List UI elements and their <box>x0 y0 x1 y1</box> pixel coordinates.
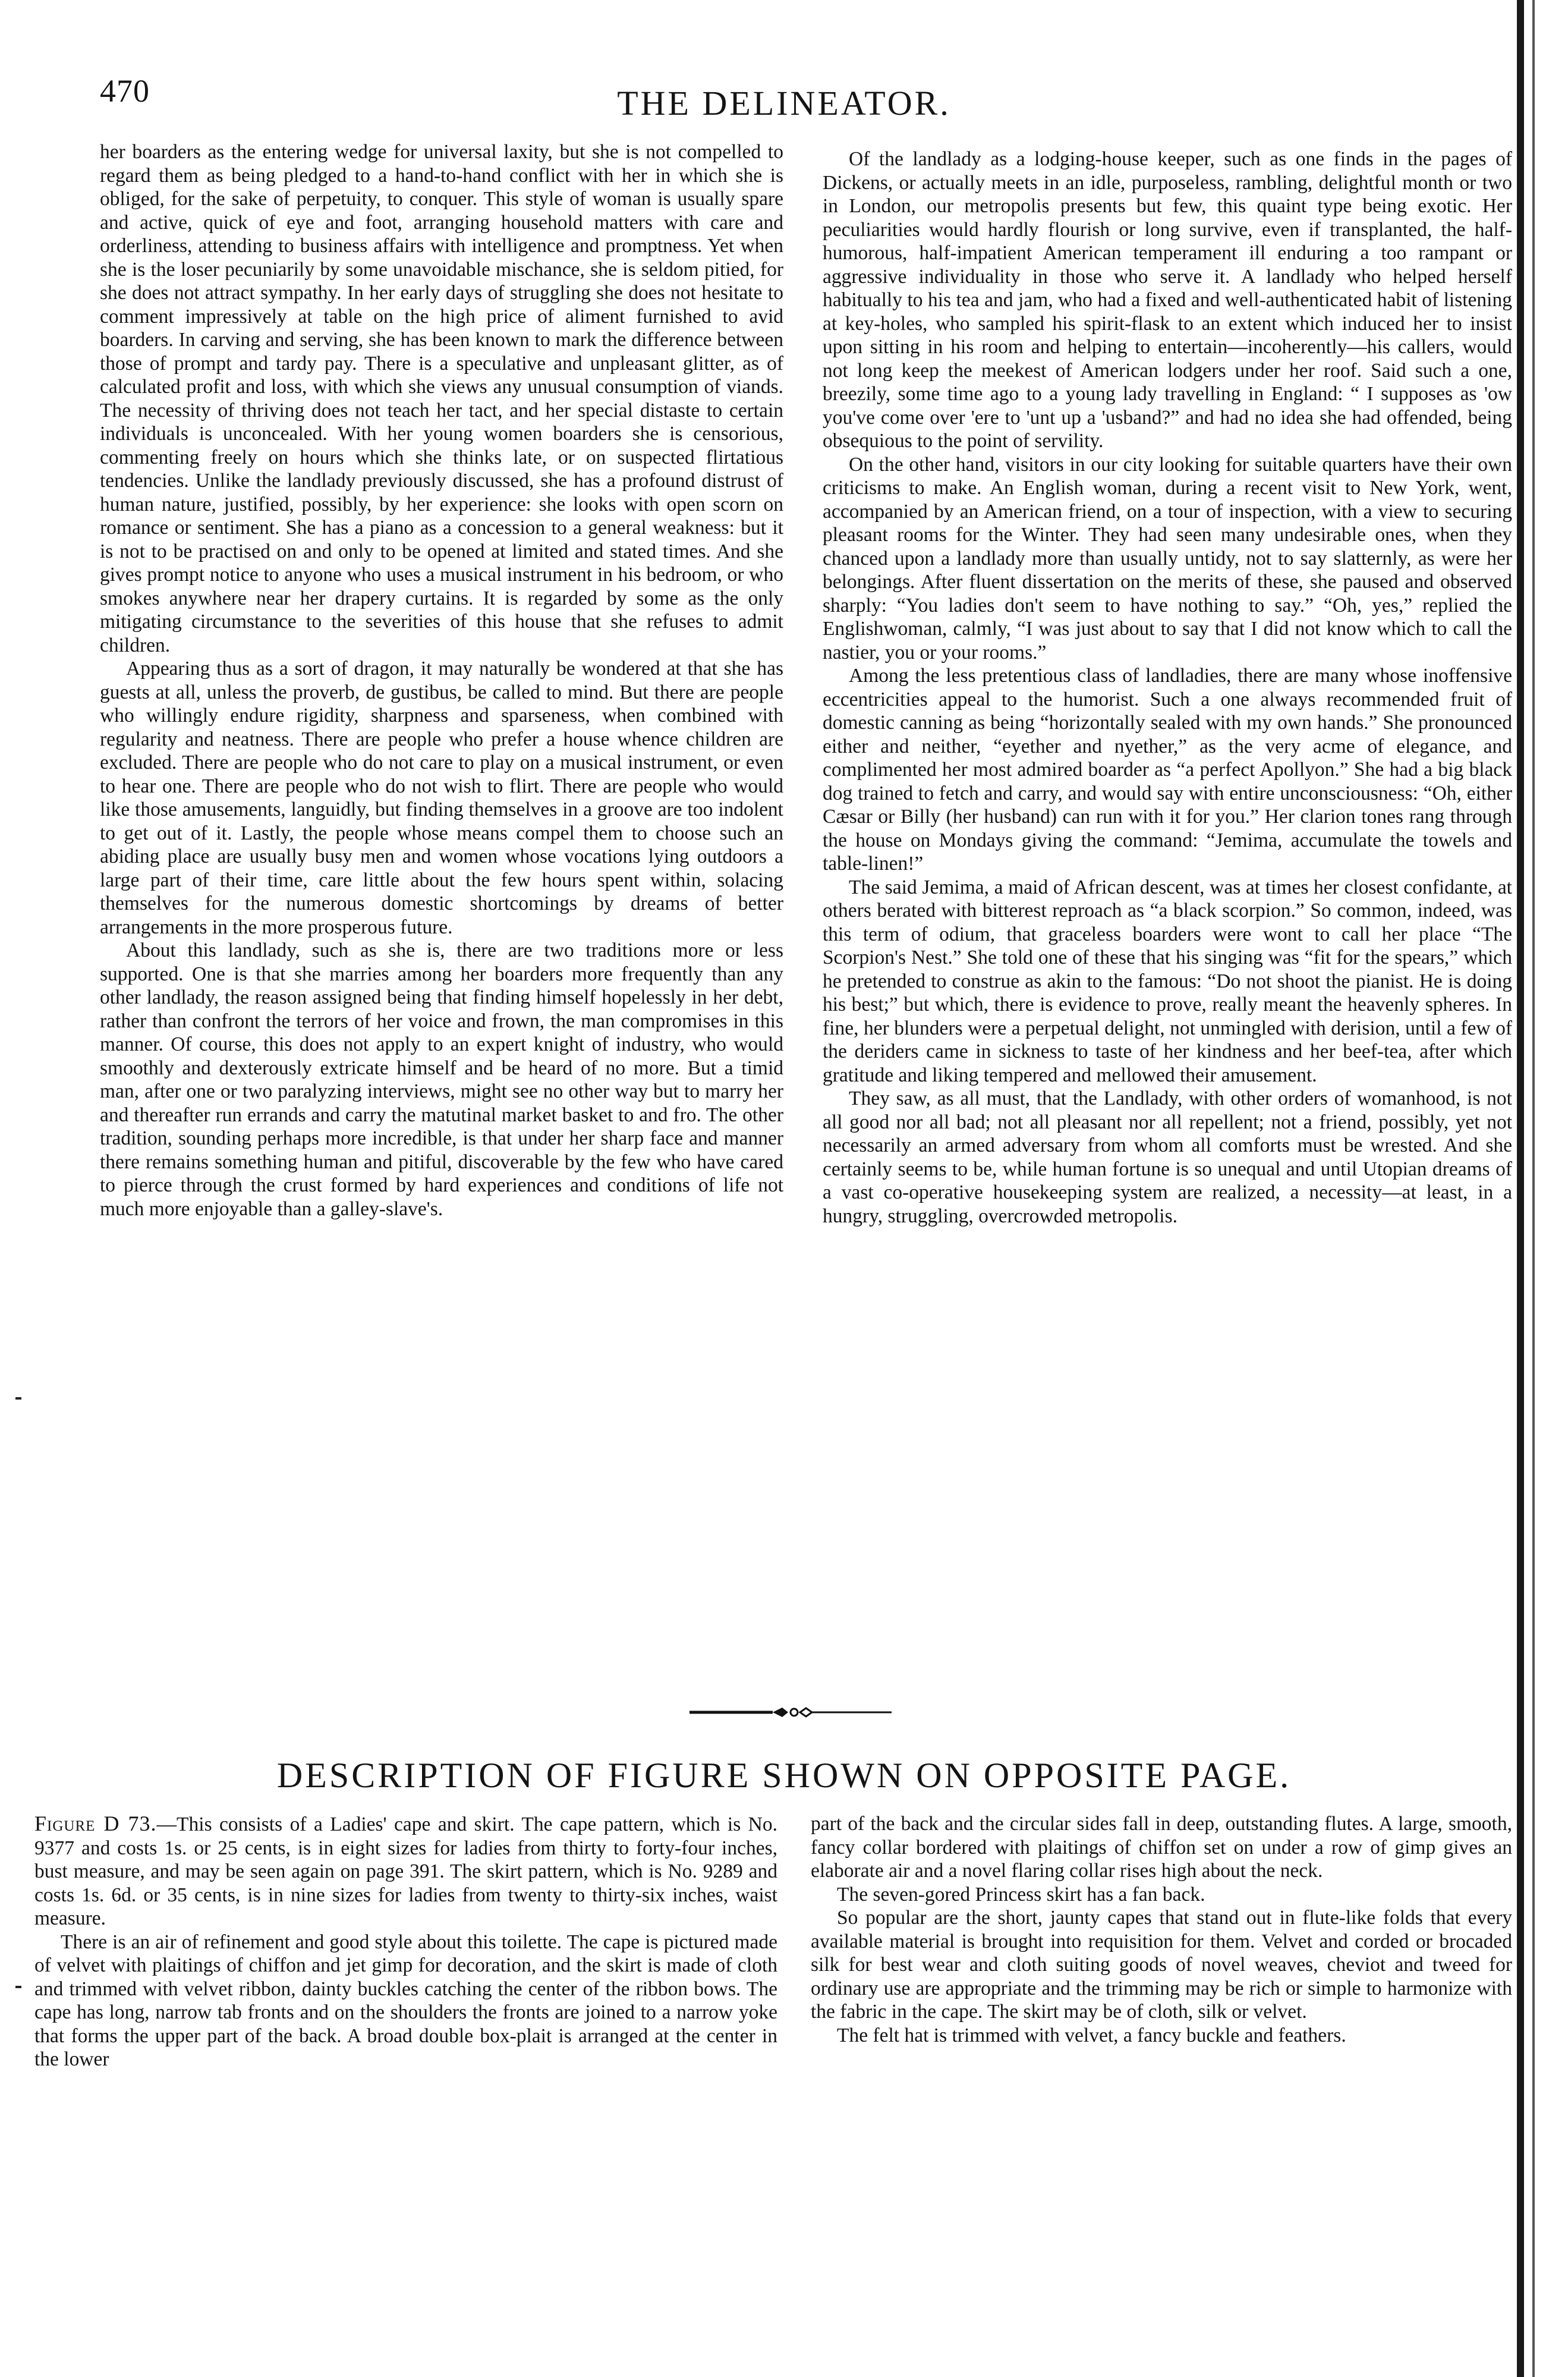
paragraph: The felt hat is trimmed with velvet, a fancy buckle and feathers. <box>837 2024 1346 2046</box>
paragraph: They saw, as all must, that the Landlady, with other orders of womanhood, is not all good nor all bad; not all pleasant nor all repellent; not a friend, possibly, yet not necessarily an armed adversary from whom all comforts must be wrested. And she certainly seems to be, while human fortune is so unequal and until Utopian dreams of a vast co-operative housekeeping system are realized, a necessity—at least, in a hungry, struggling, overcrowded metropolis. <box>823 1087 1512 1227</box>
figure-text: —This consists of a Ladies' cape and skirt. The cape pattern, which is No. 9377 and costs 1s. or 25 cents, is in eight sizes for ladies from thirty to forty-four inches, bust measure, and may be seen again on page 391. The skirt pattern, which is No. 9289 and costs 1s. 6d. or 35 cents, is in nine sizes for ladies from twenty to thirty-six inches, waist measure. <box>34 1813 777 1929</box>
margin-mark <box>15 1986 21 1988</box>
page-binding-edge-inner <box>1532 0 1535 2377</box>
paragraph: Among the less pretentious class of landladies, there are many whose inoffensive eccentricities appeal to the humorist. Such a one always recommended fruit of domestic canning as being “horizontally sealed with my own hands.” She pronounced either and neither, “eyether and nyether,” as the very acme of elegance, and complimented her most admired boarder as “a perfect Apollyon.” She had a big black dog trained to fetch and carry, and would say with entire unconsciousness: “Oh, either Cæsar or Billy (her husband) can run with it for you.” Her clarion tones rang through the house on Mondays giving the command: “Jemima, accumulate the towels and table-linen!” <box>823 665 1512 875</box>
paragraph: So popular are the short, jaunty capes that stand out in flute-like folds that every available material is brought into requisition for them. Velvet and corded or brocaded silk for best wear and cloth suiting goods of novel weaves, cheviot and tweed for ordinary use are appropriate and the trimming may be rich or simple to harmonize with the fabric in the cape. The skirt may be of cloth, silk or velvet. <box>811 1907 1512 2023</box>
paragraph: There is an air of refinement and good style about this toilette. The cape is pictured made of velvet with plaitings of chiffon and jet gimp for decoration, and the skirt is made of cloth and trimmed with velvet ribbon, dainty buckles catching the center of the ribbon bows. The cape has long, narrow tab fronts and on the shoulders the fronts are joined to a narrow yoke that forms the upper part of the back. A broad double box-plait is arranged at the center in the lower <box>34 1930 777 2070</box>
figure-description-right <box>811 1812 1512 2047</box>
paragraph: Of the landlady as a lodging-house keeper, such as one finds in the pages of Dickens, or actually meets in an idle, purposeless, rambling, delightful month or two in London, our metropolis presents but few, this quaint type being exotic. Her peculiarities would hardly flourish or long survive, even if transplanted, the half-humorous, half-impatient American temperament ill enduring a too rampant or aggressive individuality in those who serve it. A landlady who helped herself habitually to his tea and jam, who had a fixed and well-authenticated habit of listening at key-holes, who sampled his spirit-flask to an extent which induced her to insist upon sitting in his room and helping to entertain—incoherently—his callers, would not long keep the meekest of American lodgers under her roof. Said such a one, breezily, some time ago to a young lady travelling in England: “ I supposes as 'ow you've come over 'ere to 'unt up a 'usband?” and had no idea she had offended, being obsequious to the point of servility. <box>823 148 1512 452</box>
paragraph: Appearing thus as a sort of dragon, it may naturally be wondered at that she has guests at all, unless the proverb, de gustibus, be called to mind. But there are people who willingly endure rigidity, sharpness and sparseness, when combined with regularity and neatness. There are people who prefer a house whence children are excluded. There are people who do not care to play on a musical instrument, or even to hear one. There are people who do not wish to flirt. There are people who would like those amusements, languidly, but finding themselves in a groove are too indolent to get out of it. Lastly, the people whose means compel them to choose such an abiding place are usually busy men and women whose vocations lying outdoors a large part of their time, care little about the few hours spent within, solacing themselves for the numerous domestic shortcomings by dreams of better arrangements in the more prosperous future. <box>100 658 783 938</box>
article-column-right <box>823 147 1512 1228</box>
page-number: 470 <box>100 73 150 109</box>
section-title: DESCRIPTION OF FIGURE SHOWN ON OPPOSITE PAGE. <box>276 1756 1292 1795</box>
figure-label: Figure D 73. <box>34 1812 157 1835</box>
paragraph: The seven-gored Princess skirt has a fan back. <box>837 1883 1205 1906</box>
figure-description-left <box>34 1812 777 2071</box>
page-binding-edge <box>1517 0 1524 2377</box>
figure-paragraph <box>34 1812 777 1930</box>
running-title: THE DELINEATOR. <box>617 84 951 122</box>
paragraph: part of the back and the circular sides fall in deep, outstanding flutes. A large, smooth, fancy collar bordered with plaitings of chiffon set on under a row of gimp gives an elaborate air and a novel flaring collar rises high about the neck. <box>811 1813 1512 1882</box>
paragraph: About this landlady, such as she is, there are two traditions more or less supported. One is that she marries among her boarders more frequently than any other landlady, the reason assigned being that finding himself hopelessly in her debt, rather than confront the terrors of her voice and frown, the man compromises in this manner. Of course, this does not apply to an expert knight of industry, who would smoothly and dexterously extricate himself and be heard of no more. But a timid man, after one or two paralyzing interviews, might see no other way but to marry her and thereafter run errands and carry the matutinal market basket to and fro. The other tradition, sounding perhaps more incredible, is that under her sharp face and manner there remains something human and pitiful, discoverable by the few who have cared to pierce through the crust formed by hard experiences and conditions of life not much more enjoyable than a galley-slave's. <box>100 939 783 1220</box>
paragraph: her boarders as the entering wedge for universal laxity, but she is not compelled to regard them as being pledged to a hand-to-hand conflict with her in which she is obliged, for the sake of perpetuity, to conquer. This style of woman is usually spare and active, quick of eye and foot, arranging household matters with care and orderliness, attending to business affairs with intelligence and promptness. Yet when she is the loser pecuniarily by some unavoidable mischance, she is seldom pitied, for she does not attract sympathy. In her early days of struggling she does not hesitate to comment impressively at table on the high price of aliment furnished to avid boarders. In carving and serving, she has been known to mark the difference between those of prompt and tardy pay. There is a speculative and unpleasant glitter, as of calculated profit and loss, with which she views any unusual consumption of viands. The necessity of thriving does not teach her tact, and her special distaste to certain individuals is unconcealed. With her young women boarders she is censorious, commenting freely on hours which she thinks late, or on suspected flirtatious tendencies. Unlike the landlady previously discussed, she has a profound distrust of human nature, justified, possibly, by her experience: she looks with open scorn on romance or sentiment. She has a piano as a concession to a general weakness: but it is not to be practised on and only to be opened at limited and stated times. And she gives prompt notice to anyone who uses a musical instrument in his bedroom, or who smokes anywhere near her drapery curtains. It is regarded by some as the only mitigating circumstance to the severities of this house that she refuses to admit children. <box>100 141 783 656</box>
paragraph: On the other hand, visitors in our city looking for suitable quarters have their own criticisms to make. An English woman, during a recent visit to New York, went, accompanied by an American friend, on a tour of inspection, with a view to securing pleasant rooms for the Winter. They had seen many undesirable ones, when they chanced upon a landlady more than usually untidy, not to say slatternly, as were her belongings. After fluent dissertation on the merits of these, she paused and observed sharply: “You ladies don't seem to have nothing to say.” “Oh, yes,” replied the Englishwoman, calmly, “I was just about to say that I did not know which to call the nastier, you or your rooms.” <box>823 453 1512 664</box>
margin-mark <box>15 1397 21 1400</box>
section-divider-ornament <box>689 1705 892 1719</box>
paragraph: The said Jemima, a maid of African descent, was at times her closest confidante, at others berated with bitterest reproach as “a black scorpion.” So common, indeed, was this term of odium, that graceless boarders were wont to call her place “The Scorpion's Nest.” She told one of these that his singing was “fit for the spears,” which he pretended to construe as akin to the famous: “Do not shoot the pianist. He is doing his best;” but which, there is evidence to prove, really meant the heavenly spheres. In fine, her blunders were a perpetual delight, not unmingled with derision, until a few of the deriders came in sickness to taste of her kindness and her beef-tea, after which gratitude and liking tempered and mellowed their amusement. <box>823 876 1512 1086</box>
article-column-left <box>100 140 783 1221</box>
